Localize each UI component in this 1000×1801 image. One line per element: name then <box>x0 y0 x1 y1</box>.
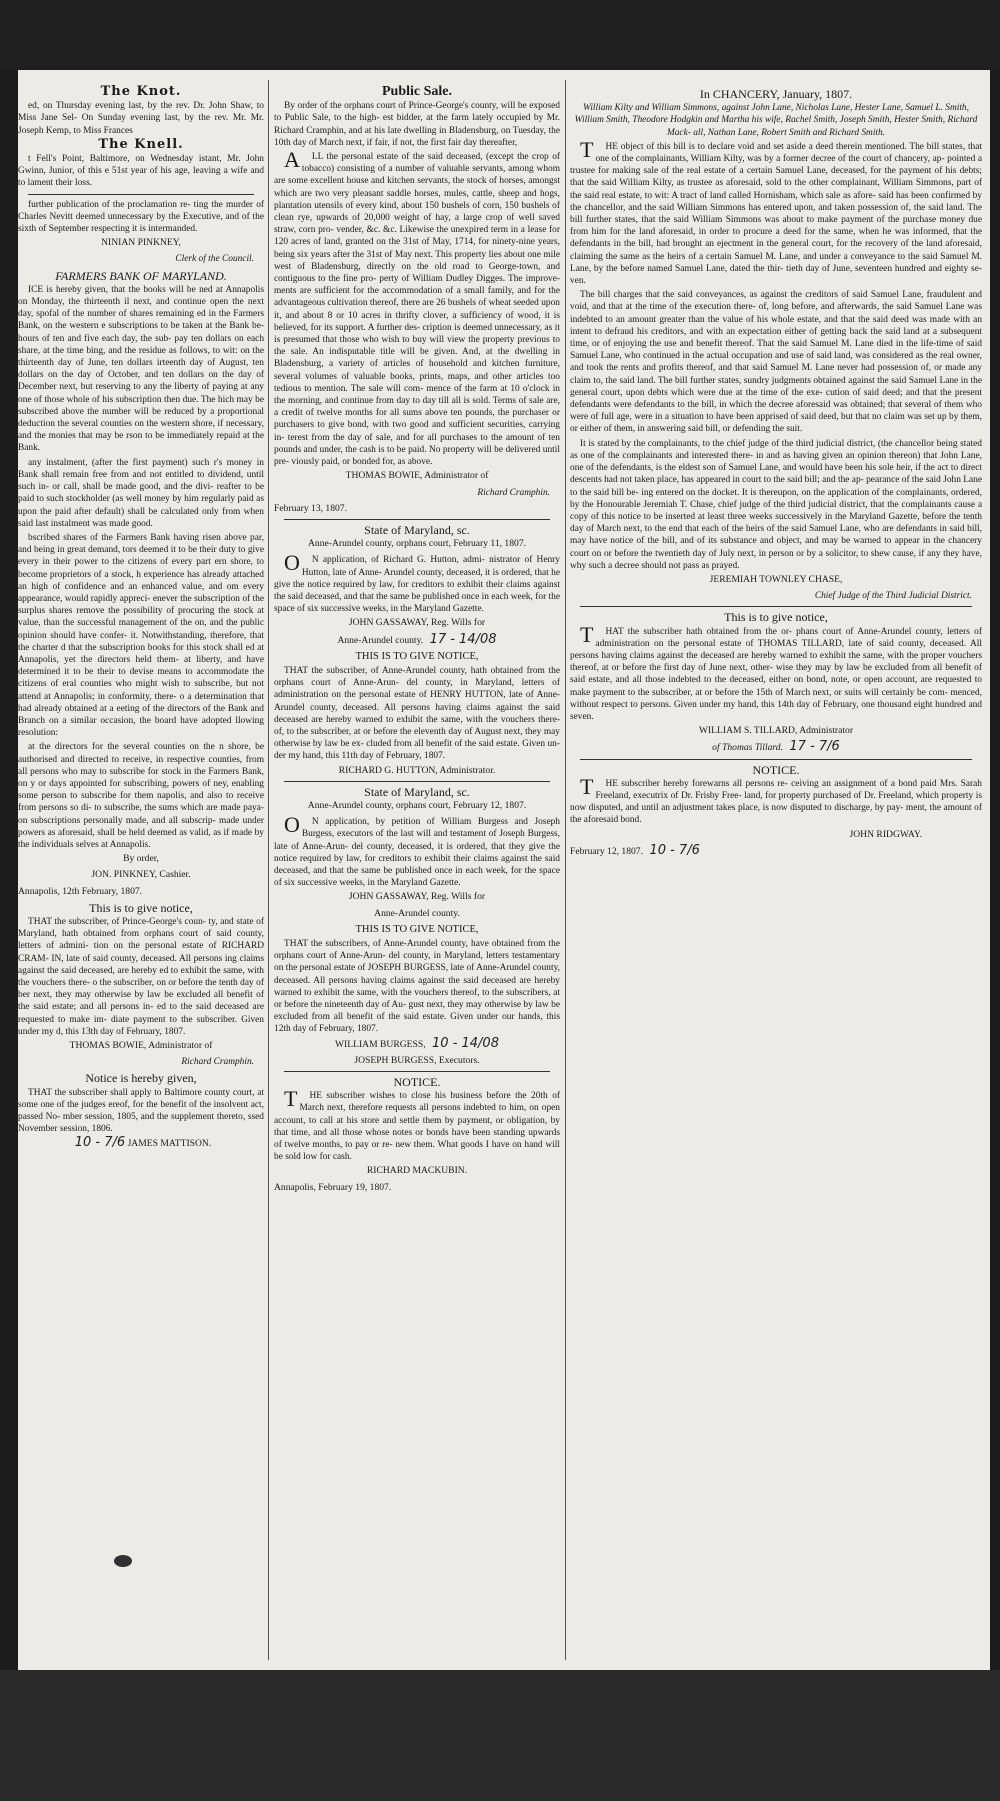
notice2-handwritten-mark: 10 - 7/6 <box>74 1135 126 1151</box>
state1-signature: JOHN GASSAWAY, Reg. Wills for <box>348 617 486 629</box>
notice6-text: THAT the subscriber hath obtained from the or- phans court of Anne-Arundel county, letters of administration on the personal estate of THOMAS TILLARD, late of said county, deceased. All persons having claims against the deceased are hereby warned to exhibit the same, with the proper vouchers thereof, at or before the first day of June next, other- wise they may by law be excluded from all benefit of said estate, and all those indebted to the deceased, either on bond, note, or open account, are requested to make payment to the subscriber, at or before the 15th of March next, or suits will certainly be com- menced, without respect to persons. Given under my hand, this 14th day of February, one thousand eight hundred and seven. <box>570 621 982 722</box>
proclamation-text: further publication of the proclamation re- ting the murder of Charles Nevitt deemed unnecessary by the Executive, and of the sixth of September respecting it is intermanded. <box>18 199 264 235</box>
state2-text: ON application, by petition of William Burgess and Joseph Burgess, executors of the last will and testament of Joseph Burgess, late of Anne-Arun- del county, deceased, it is ordered, that they give the notice required by law, for creditors to exhibit their claims against the said deceased, and that the same be published once in each week, for the space of six successive weeks, in the Maryland Gazette. <box>274 812 560 889</box>
notice4-signature-2: JOSEPH BURGESS, Executors. <box>354 1054 480 1066</box>
scan-bottom-border <box>0 1670 1000 1801</box>
newspaper-page <box>18 70 990 1670</box>
state2-signature: JOHN GASSAWAY, Reg. Wills for <box>348 891 486 903</box>
column-rule-2 <box>565 80 566 1660</box>
notice2-signature <box>18 1137 264 1150</box>
bank-paragraph-2: any instalment, (after the first payment) such r's money in Bank shall remain free from and not entitled to dividend, until such in- or call, shall be made good, and the divi- reafter to be paid to such stockholder (as well money by him regularly paid as upon the paid after default) shall be calculated only from when said last instalment was made good. <box>18 457 264 529</box>
separator <box>284 781 550 782</box>
notice1-signature: THOMAS BOWIE, Administrator of <box>69 1040 213 1052</box>
notice7-text: THE subscriber hereby forewarns all persons re- ceiving an assignment of a bond paid Mrs. Sarah Freeland, executrix of Dr. Frisby Free- land, for property purchased of Dr. Freeland, which property is now disputed, and until an adjustment takes place, is now disputed to discharge, by pay- ment, the amount of the aforesaid bond. <box>570 773 982 826</box>
sale-signature: THOMAS BOWIE, Administrator of <box>345 470 489 482</box>
notice6-handwritten-mark: 17 - 7/6 <box>789 739 840 755</box>
sale-intro: By order of the orphans court of Prince-George's county, will be exposed to Public Sale, to the high- est bidder, at the farm lately occupied by Mr. Richard Cramphin, and at his late dwelling in Bladensburg, on Tuesday, the 10th day of March next, if fair, if not, the first fair day thereafter, <box>274 101 560 148</box>
bank-date: Annapolis, 12th February, 1807. <box>18 885 143 897</box>
notice5-heading: NOTICE. <box>393 1075 441 1090</box>
notice5-signature: RICHARD MACKUBIN. <box>366 1165 468 1177</box>
notice5-date: Annapolis, February 19, 1807. <box>274 1181 392 1193</box>
knot-heading: The Knot. <box>100 84 182 99</box>
column-right <box>570 84 982 862</box>
notice4-text: THAT the subscribers, of Anne-Arundel county, have obtained from the orphans court of Anne-Arun- del county, in Maryland, letters testamentary on the personal estate of JOSEPH BURGESS, late of Anne-Arundel county, deceased. All persons having claims against the said deceased are hereby warned to exhibit the same, with the vouchers thereof, to the subscribers, at or before the nineteenth day of Au- gust next, they may otherwise by law be excluded from all benefit of the said estate. Given under our hands, this 12th day of February, 1807. <box>274 939 560 1035</box>
sale-date: February 13, 1807. <box>274 502 348 514</box>
scan-top-border <box>0 0 1000 70</box>
bank-paragraph-4: at the directors for the several counties on the n shore, be authorised and directed to receive, in respective counties, from all persons who may to subscribe for stock in the Farmers Bank, on y or days appointed for subscribing, powers of ney, enabling some person to subscribe for them napolis, and also to receive from persons so di- to subscribe, the sums which are made paya- on subscriptions personally made, and all subscrip- made under powers as aforesaid, shall be held deemed as valid, as if made by the individuals selves at Annapolis. <box>18 742 264 850</box>
notice4-heading: THIS IS TO GIVE NOTICE, <box>355 923 479 935</box>
notice7-heading: NOTICE. <box>752 762 800 777</box>
separator <box>580 759 972 760</box>
sale-heading: Public Sale. <box>381 84 452 99</box>
notice1-text: THAT the subscriber, of Prince-George's coun- ty, and state of Maryland, hath obtained from orphans court of said county, letters of admini- tion on the personal estate of RICHARD CRAM- IN, late of said county, deceased. All persons ing claims against the said deceased, are hereby ed to exhibit the same, with the vouchers there- o the subscriber, on or before the tenth day of ber next, they may otherwise by law be excluded all benefit of the said estate; and all persons in- ed to the said deceased are requested to make im- diate payment to the subscriber. Given under my d, this 13th day of February, 1807. <box>18 917 264 1037</box>
proclamation-signature: NINIAN PINKNEY, <box>101 237 181 249</box>
notice4-signature: WILLIAM BURGESS, <box>335 1038 426 1050</box>
proclamation-signature-title: Clerk of the Council. <box>175 254 254 265</box>
state1-text: ON application, of Richard G. Hutton, admi- nistrator of Henry Hutton, late of Anne- Arundel county, deceased, it is ordered, that he give the notice required by law, for creditors to exhibit their claims against the said deceased, and that the same be published once in each week, for the space of six successive weeks, in the Maryland Gazette. <box>274 550 560 615</box>
bank-paragraph-1: ICE is hereby given, that the books will be ned at Annapolis on Monday, the thirteenth il next, and continue open the next day, spofal of the number of shares remaining ed in the Farmers Bank, on the western e subscriptions to be taken at the Bank be- hours of ten and five each day, the sub- pay ten dollars on each share, at the time bing, and the residue as follows, to wit: on the thirteenth day of June, ten dollars irteenth day of August, ten dollars on the day of October, and ten dollars on the day of December next, but reserving to any the liberty of paying at any one of those whole of his subscription then due. The hich may be subscribed above the number will be reduced by a proportional deduction the several counties on the western shore, if necessary, and the monies that may be rson to be immediately repaid at the Bank. <box>18 284 264 454</box>
separator <box>284 519 550 520</box>
chancery-signature-title: Chief Judge of the Third Judicial District. <box>814 591 972 602</box>
notice6-heading: This is to give notice, <box>724 610 828 625</box>
notice2-signature-name: JAMES MATTISON. <box>127 1138 212 1150</box>
notice3-heading: THIS IS TO GIVE NOTICE, <box>355 650 479 662</box>
knell-text: t Fell's Point, Baltimore, on Wednesday istant, Mr. John Gwinn, Junior, of this e 51st year of his age, leaving a wife and to lament their loss. <box>18 154 264 189</box>
notice6-signature-name: of Thomas Tillard. <box>712 742 783 754</box>
notice3-text: THAT the subscriber, of Anne-Arundel county, hath obtained from the orphans court of Anne-Arun- del county, in Maryland, letters of administration on the personal estate of HENRY HUTTON, late of Anne-Arundel county, deceased. All persons having claims against the said deceased are hereby warned to exhibit the same, with the vouchers there- of, to the subscriber, at or before the eleventh day of August next, they may otherwise by law be ex- cluded from all benefit of the said estate. Given un- der my hand, this 11th day of February, 1807. <box>274 665 560 762</box>
state1-heading: State of Maryland, sc. <box>364 522 470 537</box>
column-middle <box>274 84 560 1198</box>
notice7-handwritten-mark: 10 - 7/6 <box>649 842 700 858</box>
state1-handwritten-mark: 17 - 14/08 <box>429 631 497 647</box>
column-left <box>18 84 264 1155</box>
chancery-parties: William Kilty and William Simmons, against John Lane, Nicholas Lane, Hester Lane, Samuel L. Smith, William Smith, Theodore Hodgkin and Martha his wife, Rachel Smith, Joseph Smith, Hester Smith, Richard Mack- all, Nathan Lane, Robert Smith and Richard Smith. <box>574 103 978 138</box>
notice4-signature-line <box>274 1035 560 1051</box>
notice7-signature: JOHN RIDGWAY. <box>849 828 922 840</box>
notice6-signature-line <box>570 741 982 754</box>
state1-subheading: Anne-Arundel county, orphans court, February 11, 1807. <box>307 538 527 550</box>
notice7-date: February 12, 1807. <box>570 845 644 857</box>
separator <box>580 606 972 607</box>
notice2-text: THAT the subscriber shall apply to Baltimore county court, at some one of the judges ereof, for the benefit of the insolvent act, passed No- mber session, 1805, and the supplement thereto, ssed November session, 1806. <box>18 1087 264 1135</box>
chancery-heading: In CHANCERY, January, 1807. <box>699 87 853 101</box>
ink-blot <box>114 1555 132 1567</box>
chancery-paragraph-1: THE object of this bill is to declare void and set aside a deed therein mentioned. The bill states, that one of the complainants, William Kilty, was by a former decree of the court of chancery, ap- pointed a trustee for making sale of the real estate of a certain Samuel Lane, deceased, for the payment of his debts; that the said William Kilty, as trustee as aforesaid, sold to the other complainant, William Simmons, part of the said real estate, to wit: A tract of land called Hornisham, which sale as afore- said has been confirmed by the chancellor, and the said William Simmons has entered upon, and taken possession of, the said land. The bill further states, that the said William Simmons was about to make payment of the purchase money due from him for the land aforesaid, in order to procure a deed for the same, when he was informed, that the defendants in the bill, had brought an ejectment in the general court, for the recovery of the land aforesaid, claiming the same as the heirs of a certain Samuel M. Lane, and under a conveyance to the said Samuel M. Lane, by the before named Samuel Lane, dated the thir- tieth day of June, seventeen hundred and eighty se- ven. <box>570 136 982 287</box>
bank-signature: JON. PINKNEY, Cashier. <box>91 869 191 881</box>
notice1-signature-name: Richard Cramphin. <box>181 1057 254 1068</box>
notice4-handwritten-mark: 10 - 14/08 <box>432 1035 499 1051</box>
notice5-text: THE subscriber wishes to close his business before the 20th of March next, therefore requests all persons indebted to him, on open account, to call at his store and settle them by payment, or obligation, by that time, and all those whose notes or bonds have been standing upwards of twelve months, to pay or re- new them. What goods I have on hand will be sold low for cash. <box>274 1086 560 1163</box>
notice6-signature: WILLIAM S. TILLARD, Administrator <box>698 725 854 737</box>
notice2-heading: Notice is hereby given, <box>85 1071 197 1086</box>
state2-subheading: Anne-Arundel county, orphans court, February 12, 1807. <box>307 799 527 811</box>
chancery-paragraph-2: The bill charges that the said conveyances, as against the creditors of said Samuel Lane, fraudulent and void, and that at the time of the execution there- of, long before, and afterwards, the said Samuel Lane was indebted to an amount greater than the value of his whole estate, and that the said deed was made with an intent to defraud his creditors, and with an expectation either of getting back the said land at a subsequent time, or of enjoying the use and benefit thereof. That the said Samuel M. Lane died in the life-time of said Samuel Lane, who continued in the actual occupation and use of said land, was considered as the real owner, and took the rents and profits thereof, and that said Samuel M. Lane never had possession of, or made any claim to, the said land. The bill further states, sundry judgments obtained against the said Samuel Lane in the general court, upon debts which were due at the time of the exe- cution of said deed; and that the present defendants were defendants to the bill, in which the decree aforesaid was obtained; that several of them who were of full age, were in a situation to have been apprised of said deed, but that no claim was set up by them, or either of them, in answering said bill, or defending the suit. <box>570 290 982 435</box>
state1-signature-county: Anne-Arundel county. <box>337 634 424 646</box>
notice7-date-line <box>570 842 982 858</box>
bank-heading: FARMERS BANK OF MARYLAND. <box>55 268 227 283</box>
chancery-signature: JEREMIAH TOWNLEY CHASE, <box>709 573 843 585</box>
sale-signature-name: Richard Cramphin. <box>477 487 550 498</box>
sale-body: ALL the personal estate of the said deceased, (except the crop of tobacco) consisting of a number of valuable servants, among whom are some excellent house and kitchen servants, the stock of horses, amongst which are two very pleasant saddle horses, mules, cattle, sheep and hogs, plantation utensils of every kind, about 150 bushels of corn, 150 bushels of clean rye, upwards of 20,000 weight of hay, a large crop of well saved straw, corn pro- vender, &c. &c. Likewise the unexpired term in a lease for 120 acres of land, granted on the 31st of May, 1714, for ninety-nine years, being six years after the 31st of May next. This property lies about one mile west of Bladensburg, directly on the old road to George-town, and contiguous to the fine pro- perty of William Dudley Digges. The improve- ments are sufficient for the accommodation of a small family, and for the advantageous cultivation thereof, there are 26 bushels of wheat seeded upon it, and about 8 or 10 acres in thrifty clover, a sufficiency of wood, it is believed, for its support. A further des- cription is deemed unnecessary, as it is presumed that those who wish to buy will view the property previous to the sale. An indisputable title will be given. And, at the dwelling in Bladensburg, a variety of articles of household and kitchen furniture, several volumes of valuable books, prints, maps, and other articles too tedious to mention. The sale will com- mence of the farm at 10 o'clock in the morning, and continue from day to day till all is sold. Terms of sale are, a credit of twelve months for all sums above ten pounds, the purchaser or purchasers to give bond, with two good and sufficient securities, carrying in- terest from the day of sale, and for all purchases to the amount of ten pounds and under, the cash is to be paid. No property will be delivered until pre- viously paid, or bonded for, as above. <box>274 147 560 468</box>
bank-paragraph-3: bscribed shares of the Farmers Bank having risen above par, and being in great demand, tors deemed it to be their duty to give every in their power to the citizens of every part ern shore, to become proprietors of a stock, h experience has already attached an high of confidence and an enhanced value, and om every appearance, would rapidly appreci- enever the subscription of the surplus shares remove the possibility of procuring the stock at value, than the successful management of the on, and the public opinion should have confer- it. Notwithstanding, therefore, that the charter d that the subscription books for this stock shall ed at Annapolis, yet the directors held them- at liberty, and have determined it to be their to devise means to accommodate the citizens of eral counties who might wish to subscribe, but not attend at Annapolis; in conformity, there- o a determination that had already obtained at a eeting of the directors of the Bank and Branch on a similar occasion, the board have adopted llowing resolution: <box>18 532 264 739</box>
state1-signature-line <box>274 631 560 647</box>
chancery-paragraph-3: It is stated by the complainants, to the chief judge of the third judicial district, (the chancellor being stated as one of the complainants and interested there- in and as having given an opinion thereon) that John Lane, one of the defendants, is the eldest son of Samuel Lane, and would have been his sole heir, if the act to direct descents had not taken place, has appeared in court to the said bill; and the ap- pearance of the said John Lane to the said bill be- ing entered on the docket. It is thereupon, on the application of the complainants, ordered, by the Honourable Jeremiah T. Chase, chief judge of the third judicial district, that the complainants cause a copy of this notice to be inserted at least three weeks successively in the Maryland Gazette, before the tenth day of March next, to the end that each of the heirs of the said Samuel Lane, who are defendants in said bill, may have notice of the bill, and of its substance and object, and may be warned to appear in the chancery court on or before the twentieth day of July next, in person or by a solicitor, to shew cause, if any they have, why such a decree should not pass as prayed. <box>570 438 982 571</box>
knot-text: ed, on Thursday evening last, by the rev. Dr. John Shaw, to Miss Jane Sel- On Sunday evening last, by the rev. Mr. Mr. Joseph Kemp, to Miss Frances <box>18 101 264 136</box>
notice3-signature: RICHARD G. HUTTON, Administrator. <box>338 764 496 776</box>
separator <box>28 194 254 195</box>
separator <box>284 1071 550 1072</box>
bank-order: By order, <box>123 853 159 865</box>
notice1-heading: This is to give notice, <box>89 900 193 915</box>
state2-signature-county: Anne-Arundel county. <box>374 907 460 919</box>
knell-heading: The Knell. <box>98 136 184 152</box>
column-rule-1 <box>268 80 269 1660</box>
state2-heading: State of Maryland, sc. <box>364 784 470 799</box>
